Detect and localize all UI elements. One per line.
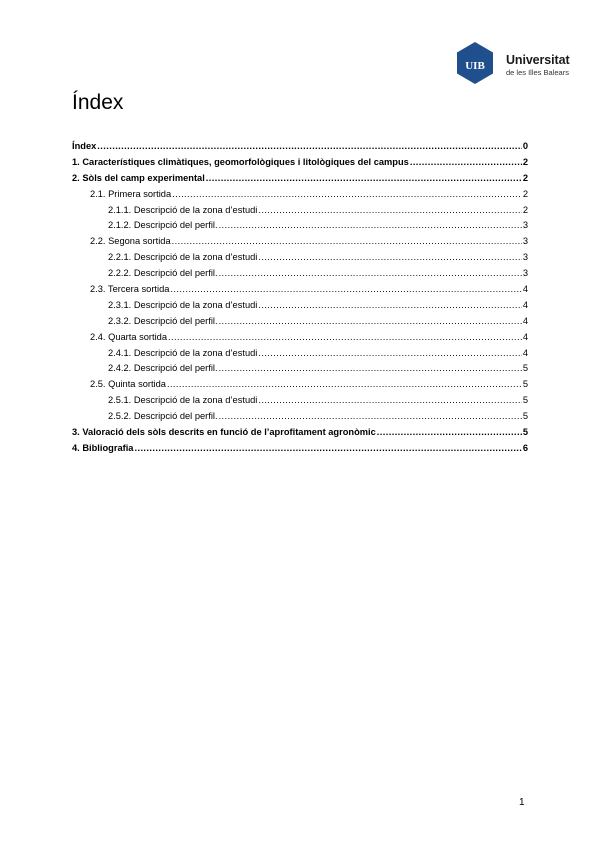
logo-subtitle: de les Illes Balears [506, 68, 569, 77]
page-title: Índex [72, 91, 124, 114]
table-of-contents [72, 139, 528, 457]
toc-entry-title: 2. Sòls del camp experimental [72, 172, 205, 183]
toc-entry[interactable] [72, 282, 528, 298]
toc-dot-leader [219, 361, 522, 377]
page-number: 1 [519, 797, 525, 808]
toc-entry-title: 3. Valoració dels sòls descrits en funció de l’aprofitament agronòmic [72, 427, 376, 438]
toc-dot-leader [258, 250, 521, 266]
toc-entry-page: 5 [522, 411, 528, 422]
toc-entry-page: 2 [522, 156, 528, 167]
toc-entry-title: 2.2. Segona sortida [90, 236, 171, 247]
toc-entry[interactable] [72, 393, 528, 409]
toc-entry-title: 2.3. Tercera sortida [90, 284, 170, 295]
toc-entry[interactable] [72, 250, 528, 266]
toc-entry-page: 4 [522, 347, 528, 358]
toc-entry-title: 2.1.2. Descripció del perfil. [108, 220, 218, 231]
toc-dot-leader [258, 203, 521, 219]
toc-entry-page: 5 [522, 395, 528, 406]
toc-entry-page: 4 [522, 315, 528, 326]
toc-entry-title: 2.2.2. Descripció del perfil. [108, 268, 218, 279]
toc-entry-page: 4 [522, 284, 528, 295]
toc-entry[interactable] [72, 218, 528, 234]
toc-entry[interactable] [72, 330, 528, 346]
toc-entry-page: 0 [522, 141, 528, 151]
toc-dot-leader [410, 155, 522, 171]
toc-dot-leader [206, 171, 522, 187]
toc-entry-title: 4. Bibliografia [72, 442, 134, 453]
toc-entry-page: 6 [522, 442, 528, 453]
toc-entry[interactable] [72, 139, 528, 155]
toc-entry-title: 2.4.1. Descripció de la zona d’estudi [108, 347, 258, 358]
toc-entry-page: 5 [522, 427, 528, 438]
toc-entry[interactable] [72, 171, 528, 187]
toc-entry-title: Índex [72, 141, 97, 151]
toc-dot-leader [134, 441, 521, 457]
toc-entry-page: 2 [522, 204, 528, 215]
toc-dot-leader [219, 314, 522, 330]
toc-entry-title: 2.5.1. Descripció de la zona d’estudi [108, 395, 258, 406]
toc-dot-leader [167, 377, 522, 393]
university-logo [452, 40, 582, 86]
toc-entry[interactable] [72, 203, 528, 219]
toc-entry-title: 2.3.1. Descripció de la zona d’estudi [108, 299, 258, 310]
toc-entry-page: 3 [522, 268, 528, 279]
toc-entry[interactable] [72, 361, 528, 377]
toc-entry[interactable] [72, 314, 528, 330]
toc-entry[interactable] [72, 346, 528, 362]
toc-entry-title: 2.1.1. Descripció de la zona d’estudi [108, 204, 258, 215]
toc-dot-leader [219, 409, 522, 425]
toc-dot-leader [258, 393, 521, 409]
toc-entry-title: 2.2.1. Descripció de la zona d’estudi [108, 252, 258, 263]
toc-entry-title: 2.4.2. Descripció del perfil. [108, 363, 218, 374]
toc-dot-leader [172, 187, 522, 203]
toc-entry[interactable] [72, 187, 528, 203]
toc-entry-title: 2.5. Quinta sortida [90, 379, 166, 390]
toc-entry-title: 2.4. Quarta sortida [90, 331, 167, 342]
toc-entry-title: 1. Característiques climàtiques, geomorfològiques i litològiques del campus [72, 156, 409, 167]
toc-entry-title: 2.1. Primera sortida [90, 188, 172, 199]
toc-entry[interactable] [72, 155, 528, 171]
toc-entry-page: 5 [522, 363, 528, 374]
toc-entry-page: 3 [522, 236, 528, 247]
toc-entry-title: 2.3.2. Descripció del perfil. [108, 315, 218, 326]
toc-dot-leader [219, 218, 522, 234]
toc-entry-page: 3 [522, 220, 528, 231]
toc-dot-leader [258, 346, 521, 362]
toc-entry-page: 2 [522, 172, 528, 183]
toc-dot-leader [258, 298, 521, 314]
logo-name: Universitat [506, 53, 570, 67]
toc-entry-page: 4 [522, 331, 528, 342]
toc-entry-page: 2 [522, 188, 528, 199]
toc-entry[interactable] [72, 234, 528, 250]
toc-dot-leader [172, 234, 522, 250]
toc-entry[interactable] [72, 266, 528, 282]
toc-entry[interactable] [72, 298, 528, 314]
toc-entry-page: 4 [522, 299, 528, 310]
toc-entry[interactable] [72, 377, 528, 393]
toc-dot-leader [97, 139, 522, 155]
toc-entry-page: 3 [522, 252, 528, 263]
toc-dot-leader [377, 425, 522, 441]
toc-entry[interactable] [72, 409, 528, 425]
toc-entry-page: 5 [522, 379, 528, 390]
toc-dot-leader [168, 330, 522, 346]
toc-entry[interactable] [72, 441, 528, 457]
toc-dot-leader [219, 266, 522, 282]
toc-entry[interactable] [72, 425, 528, 441]
toc-dot-leader [170, 282, 521, 298]
logo-mark-text: UIB [465, 60, 485, 72]
toc-entry-title: 2.5.2. Descripció del perfil. [108, 411, 218, 422]
uib-hexagon-icon [452, 40, 498, 86]
